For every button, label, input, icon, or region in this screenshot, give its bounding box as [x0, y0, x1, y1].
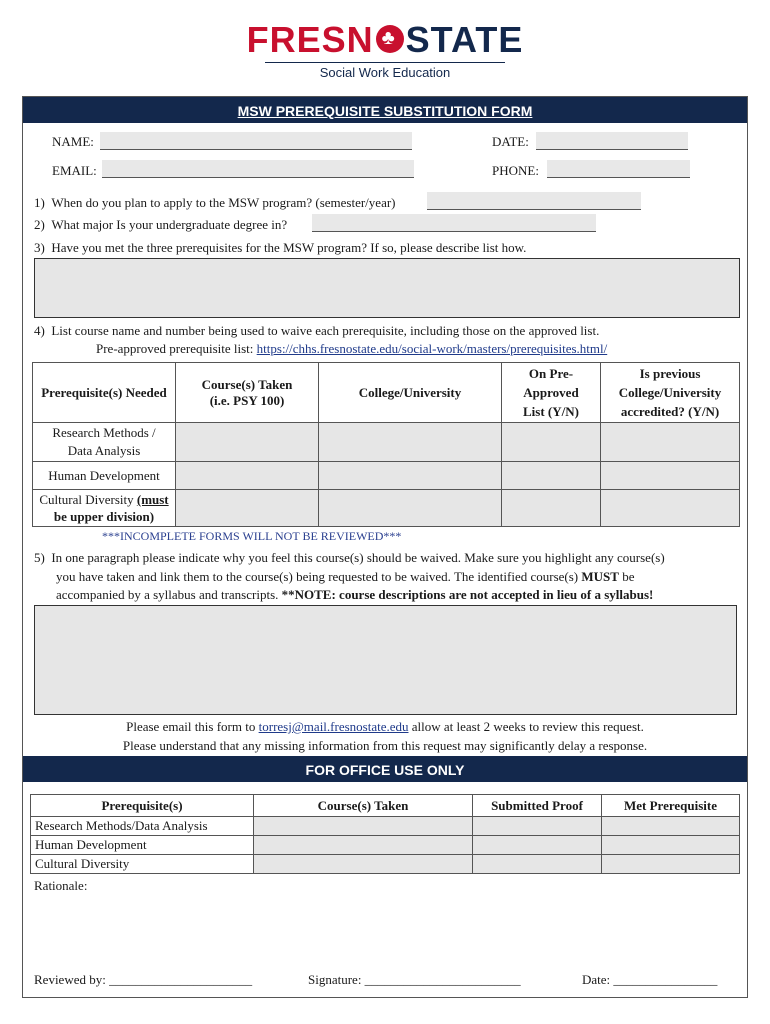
table-row — [33, 423, 740, 462]
office-row-label: Human Development — [31, 836, 254, 855]
rationale-label: Rationale: — [34, 878, 88, 893]
cell-input[interactable] — [602, 817, 740, 836]
reviewed-by-line: Reviewed by: ______________________ — [34, 972, 253, 987]
office-table — [30, 794, 740, 874]
table-row — [33, 490, 740, 527]
logo-subtitle: Social Work Education — [319, 65, 451, 80]
prerequisites-met-textarea[interactable] — [34, 258, 740, 318]
col-header-course: Course(s) Taken (i.e. PSY 100) — [176, 363, 319, 423]
name-label: NAME: — [52, 134, 94, 149]
incomplete-forms-notice: ***INCOMPLETE FORMS WILL NOT BE REVIEWED*** — [102, 529, 402, 543]
cell-input[interactable] — [473, 817, 602, 836]
cell-input[interactable] — [319, 490, 502, 527]
cell-input[interactable] — [473, 855, 602, 874]
cell-input[interactable] — [473, 836, 602, 855]
date-field[interactable] — [536, 132, 688, 150]
logo-text-state: STATE — [405, 19, 524, 60]
date-label: DATE: — [492, 134, 529, 149]
cell-input[interactable] — [502, 423, 601, 462]
question-5-line2: you have taken and link them to the course(s) being requested to be waived. The identified course(s) MUST be — [56, 569, 635, 584]
apply-semester-field[interactable] — [427, 192, 641, 210]
office-row-label: Research Methods/Data Analysis — [31, 817, 254, 836]
cell-input[interactable] — [602, 855, 740, 874]
preapproved-list-link[interactable]: https://chhs.fresnostate.edu/social-work/masters/prerequisites.html/ — [256, 341, 608, 356]
table-row — [31, 817, 740, 836]
cell-input[interactable] — [254, 817, 473, 836]
email-field[interactable] — [102, 160, 414, 178]
office-col-prerequisite: Prerequisite(s) — [31, 795, 254, 817]
email-instruction: Please email this form to torresj@mail.fresnostate.edu allow at least 2 weeks to review this request. — [126, 719, 644, 734]
col-header-prerequisite: Prerequisite(s) Needed — [33, 363, 176, 423]
cell-input[interactable] — [254, 836, 473, 855]
col-header-accredited: Is previous College/University accredited? (Y/N) — [601, 363, 740, 423]
form-title: MSW PREREQUISITE SUBSTITUTION FORM — [237, 103, 533, 119]
question-4: 4) List course name and number being used to waive each prerequisite, including those on the approved list. — [34, 323, 600, 338]
preapproved-list-line — [96, 341, 607, 357]
fresno-state-logo — [0, 20, 770, 80]
table-row — [33, 462, 740, 490]
waiver-paragraph-textarea[interactable] — [34, 605, 737, 715]
cell-input[interactable] — [176, 423, 319, 462]
rationale-field[interactable] — [30, 873, 740, 985]
prerequisite-table — [32, 362, 740, 527]
date-line: Date: ________________ — [582, 972, 718, 987]
question-5-line3: accompanied by a syllabus and transcripts. **NOTE: course descriptions are not accepted in lieu of a syllabus! — [56, 587, 654, 602]
question-1: 1) When do you plan to apply to the MSW program? (semester/year) — [34, 195, 396, 210]
cell-input[interactable] — [601, 462, 740, 490]
row-label-research: Research Methods / Data Analysis — [33, 423, 176, 462]
col-header-preapproved: On Pre- Approved List (Y/N) — [502, 363, 601, 423]
table-row — [31, 855, 740, 874]
paw-icon — [376, 25, 404, 53]
row-label-cultural-diversity: Cultural Diversity (must be upper division) — [33, 490, 176, 527]
office-row-label: Cultural Diversity — [31, 855, 254, 874]
cell-input[interactable] — [601, 423, 740, 462]
cell-input[interactable] — [502, 490, 601, 527]
email-label: EMAIL: — [52, 163, 97, 178]
name-field[interactable] — [100, 132, 412, 150]
cell-input[interactable] — [602, 836, 740, 855]
col-header-college: College/University — [319, 363, 502, 423]
cell-input[interactable] — [502, 462, 601, 490]
question-2: 2) What major Is your undergraduate degree in? — [34, 217, 288, 232]
table-row — [31, 836, 740, 855]
preapproved-label: Pre-approved prerequisite list: — [96, 341, 254, 356]
form-title-bar — [23, 97, 747, 123]
logo-text-fresno: FRESN — [246, 19, 374, 60]
cell-input[interactable] — [319, 423, 502, 462]
signature-line: Signature: ________________________ — [308, 972, 521, 987]
row-label-human-development: Human Development — [33, 462, 176, 490]
cell-input[interactable] — [176, 490, 319, 527]
office-col-met: Met Prerequisite — [602, 795, 740, 817]
cell-input[interactable] — [176, 462, 319, 490]
office-col-proof: Submitted Proof — [473, 795, 602, 817]
office-use-title: FOR OFFICE USE ONLY — [305, 762, 465, 778]
cell-input[interactable] — [319, 462, 502, 490]
phone-label: PHONE: — [492, 163, 539, 178]
question-5-line1: 5) In one paragraph please indicate why you feel this course(s) should be waived. Make sure you highlight any course(s) — [34, 550, 665, 565]
office-use-bar — [23, 756, 747, 782]
delay-warning: Please understand that any missing information from this request may significantly delay a response. — [122, 738, 648, 753]
question-3: 3) Have you met the three prerequisites for the MSW program? If so, please describe list how. — [34, 240, 527, 255]
cell-input[interactable] — [601, 490, 740, 527]
office-col-course: Course(s) Taken — [254, 795, 473, 817]
phone-field[interactable] — [547, 160, 690, 178]
cell-input[interactable] — [254, 855, 473, 874]
contact-email-link[interactable]: torresj@mail.fresnostate.edu — [258, 719, 409, 734]
major-field[interactable] — [312, 214, 596, 232]
